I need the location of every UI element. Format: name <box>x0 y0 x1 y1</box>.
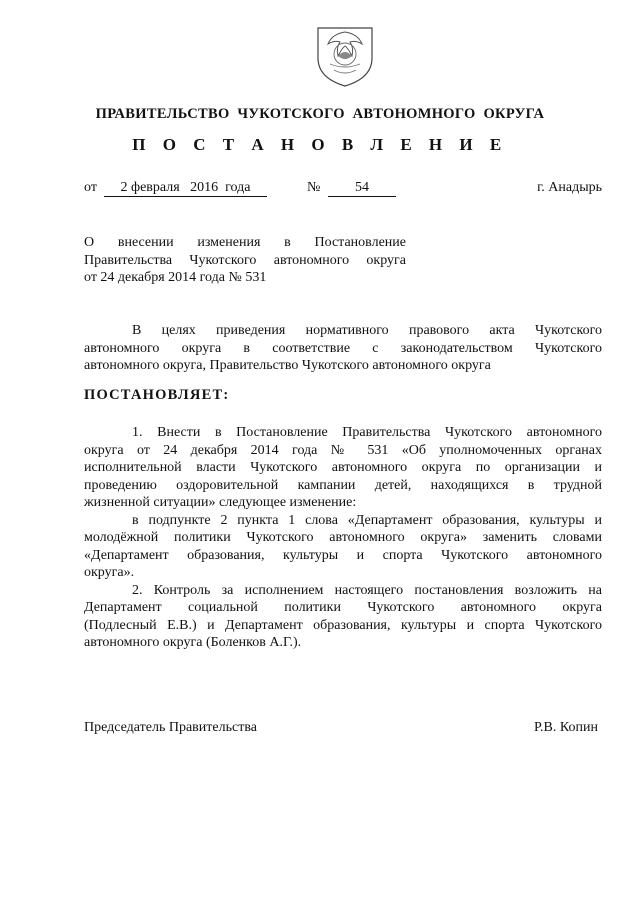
resolve-heading: ПОСТАНОВЛЯЕТ: <box>84 387 230 403</box>
body-line: 1. Внести в Постановление Правительства Чукотского автономного <box>132 425 602 440</box>
coat-of-arms-icon <box>310 18 380 88</box>
body-line: жизненной ситуации» следующее изменение: <box>84 495 357 510</box>
preamble-line: В целях приведения нормативного правового акта Чукотского <box>132 323 602 338</box>
body-line: в подпункте 2 пункта 1 слова «Департамент образования, культуры и <box>132 512 602 528</box>
body-line: 2. Контроль за исполнением настоящего постановления возложить на <box>132 582 602 598</box>
body-line: округа от 24 декабря 2014 года № 531 «Об уполномоченных органах <box>84 442 602 458</box>
government-title: ПРАВИТЕЛЬСТВО ЧУКОТСКОГО АВТОНОМНОГО ОКРУГА <box>95 106 545 122</box>
document-number: 54 <box>328 180 396 197</box>
document-type-title: П О С Т А Н О В Л Е Н И Е <box>132 135 508 154</box>
subject-line: от 24 декабря 2014 года № 531 <box>84 270 267 285</box>
date-prefix: от <box>84 180 97 195</box>
body-line: Департамент социальной политики Чукотского автономного округа <box>84 600 602 615</box>
subject-line: О внесении изменения в Постановление <box>84 235 406 250</box>
preamble-line: автономного округа, Правительство Чукотского автономного округа <box>84 358 491 373</box>
document-body <box>84 424 602 652</box>
body-line: исполнительной власти Чукотского автономного округа по организации и <box>84 460 602 475</box>
number-sign: № <box>307 180 321 195</box>
document-date: 2 февраля 2016 года <box>104 180 267 197</box>
preamble <box>84 322 602 375</box>
city: г. Анадырь <box>537 180 602 195</box>
preamble-line: автономного округа в соответствие с законодательством Чукотского <box>84 340 602 356</box>
body-line: молодёжной политики Чукотского автономного округа» заменить словами <box>84 530 602 545</box>
signatory-position: Председатель Правительства <box>84 720 257 735</box>
subject-line: Правительства Чукотского автономного округа <box>84 252 406 268</box>
body-line: «Департамент образования, культуры и спорта Чукотского автономного <box>84 547 602 563</box>
body-line: автономного округа (Боленков А.Г.). <box>84 635 302 650</box>
document-subject <box>84 234 406 287</box>
body-line: округа». <box>84 565 135 580</box>
body-line: (Подлесный Е.В.) и Департамент образования, культуры и спорта Чукотского <box>84 617 602 633</box>
body-line: проведению оздоровительной кампании детей, находящихся в трудной <box>84 477 602 493</box>
signatory-name: Р.В. Копин <box>534 720 598 735</box>
